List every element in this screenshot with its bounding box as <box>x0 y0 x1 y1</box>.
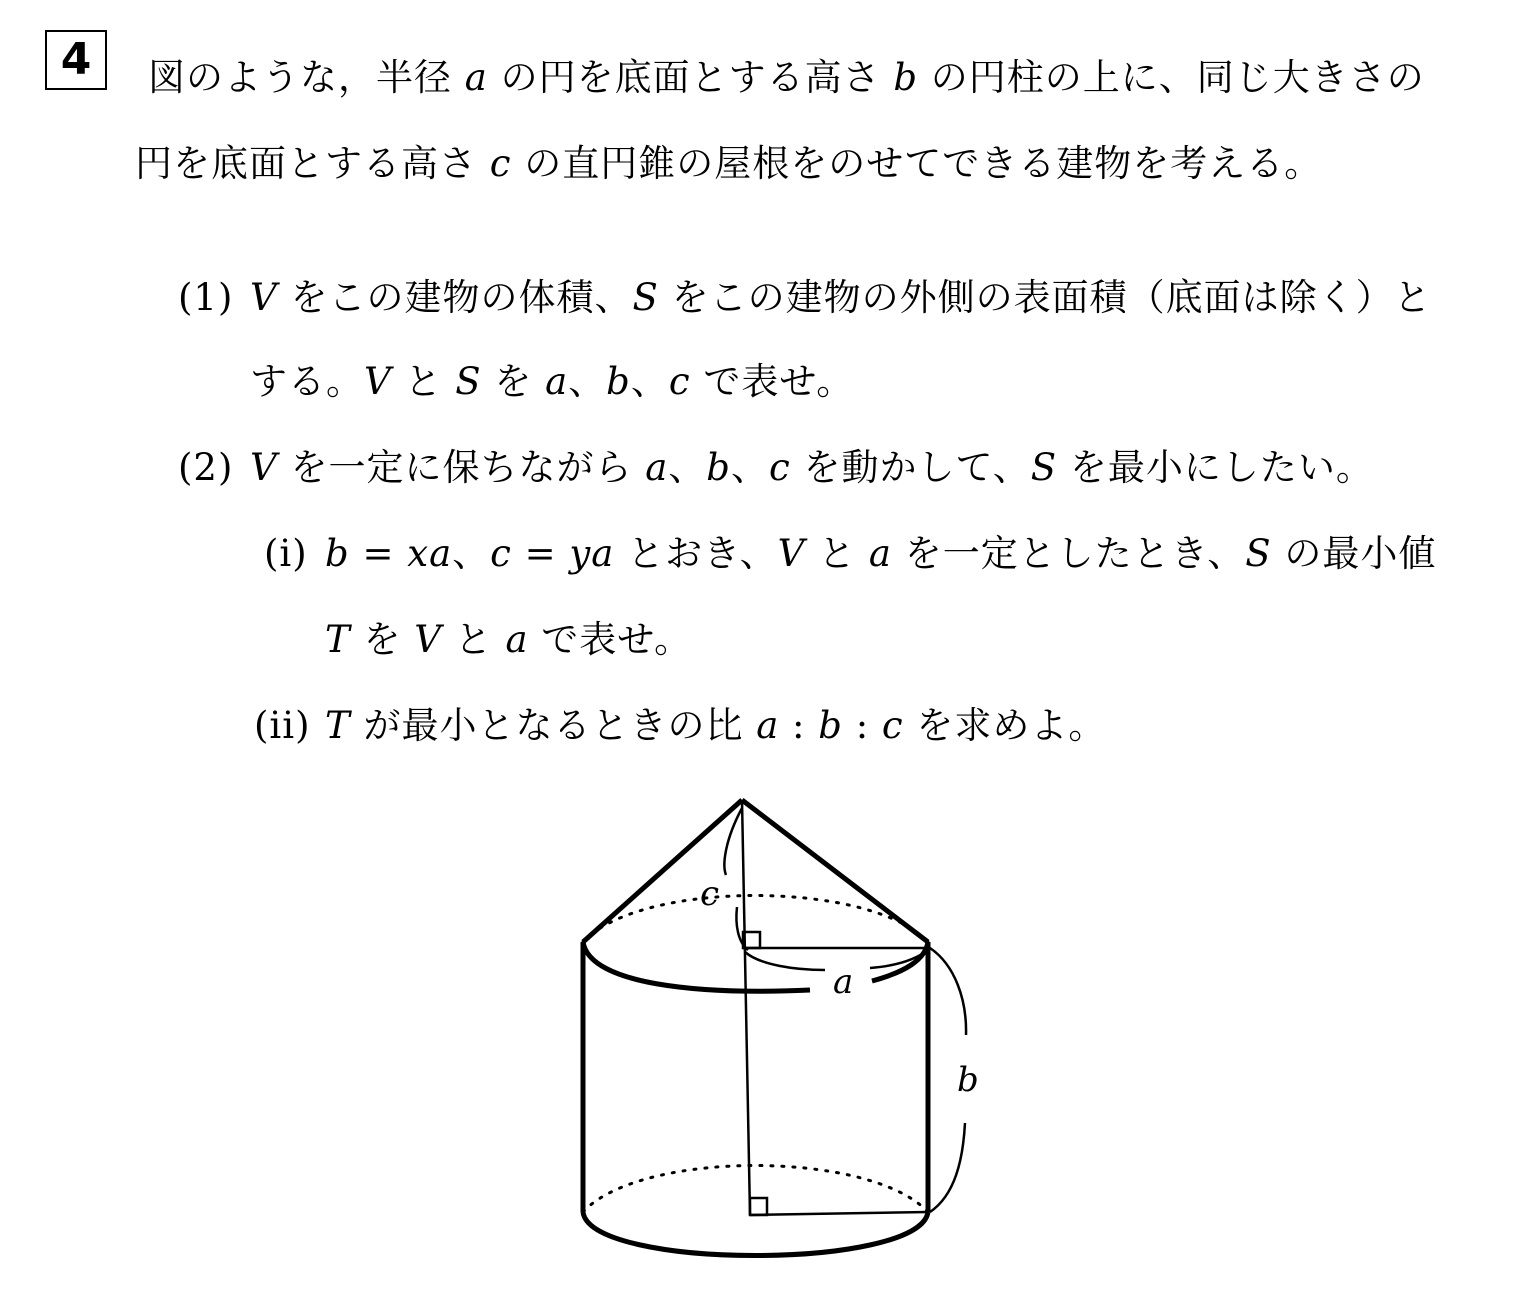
bottom-ellipse-back <box>583 1166 928 1213</box>
c-brace-lower <box>736 907 748 950</box>
q1-line-1: 𝑉 をこの建物の体積、𝑆 をこの建物の外側の表面積（底面は除く）と <box>250 276 1432 319</box>
intro-line-2: 円を底面とする高さ 𝑐 の直円錐の屋根をのせてできる建物を考える。 <box>135 142 1323 185</box>
q2-label: (2) <box>178 446 234 489</box>
problem-number: 4 <box>45 30 107 90</box>
q2-i-line-2: 𝑇 を 𝑉 と 𝑎 で表せ。 <box>325 618 693 661</box>
q2-i-line-1: 𝑏 = 𝑥𝑎、𝑐 = 𝑦𝑎 とおき、𝑉 と 𝑎 を一定としたとき、𝑆 の最小値 <box>325 532 1437 575</box>
q2-ii-label: (ii) <box>254 704 311 747</box>
label-c: c <box>700 874 720 914</box>
bottom-ellipse-front <box>583 1212 928 1256</box>
label-b: b <box>957 1060 979 1100</box>
bottom-radius <box>750 1212 928 1215</box>
cone-left-edge <box>583 800 742 942</box>
top-ellipse-front <box>583 942 810 991</box>
intro-line-1: 図のような，半径 𝑎 の円を底面とする高さ 𝑏 の円柱の上に、同じ大きさの <box>148 56 1425 99</box>
c-brace-upper <box>724 808 742 875</box>
q1-line-2: する。𝑉 と 𝑆 を 𝑎、𝑏、𝑐 で表せ。 <box>250 360 855 403</box>
a-brace-left <box>745 952 825 970</box>
q2-text: 𝑉 を一定に保ちながら 𝑎、𝑏、𝑐 を動かして、𝑆 を最小にしたい。 <box>250 446 1374 489</box>
b-brace-lower <box>930 1123 965 1212</box>
label-a: a <box>833 962 854 1002</box>
b-brace-upper <box>930 948 966 1035</box>
center-axis <box>742 800 750 1215</box>
q2-i-label: (i) <box>264 532 308 575</box>
q1-label: (1) <box>178 276 234 319</box>
right-angle-bottom <box>750 1198 767 1215</box>
q2-ii-text: 𝑇 が最小となるときの比 𝑎 : 𝑏 : 𝑐 を求めよ。 <box>325 704 1107 747</box>
